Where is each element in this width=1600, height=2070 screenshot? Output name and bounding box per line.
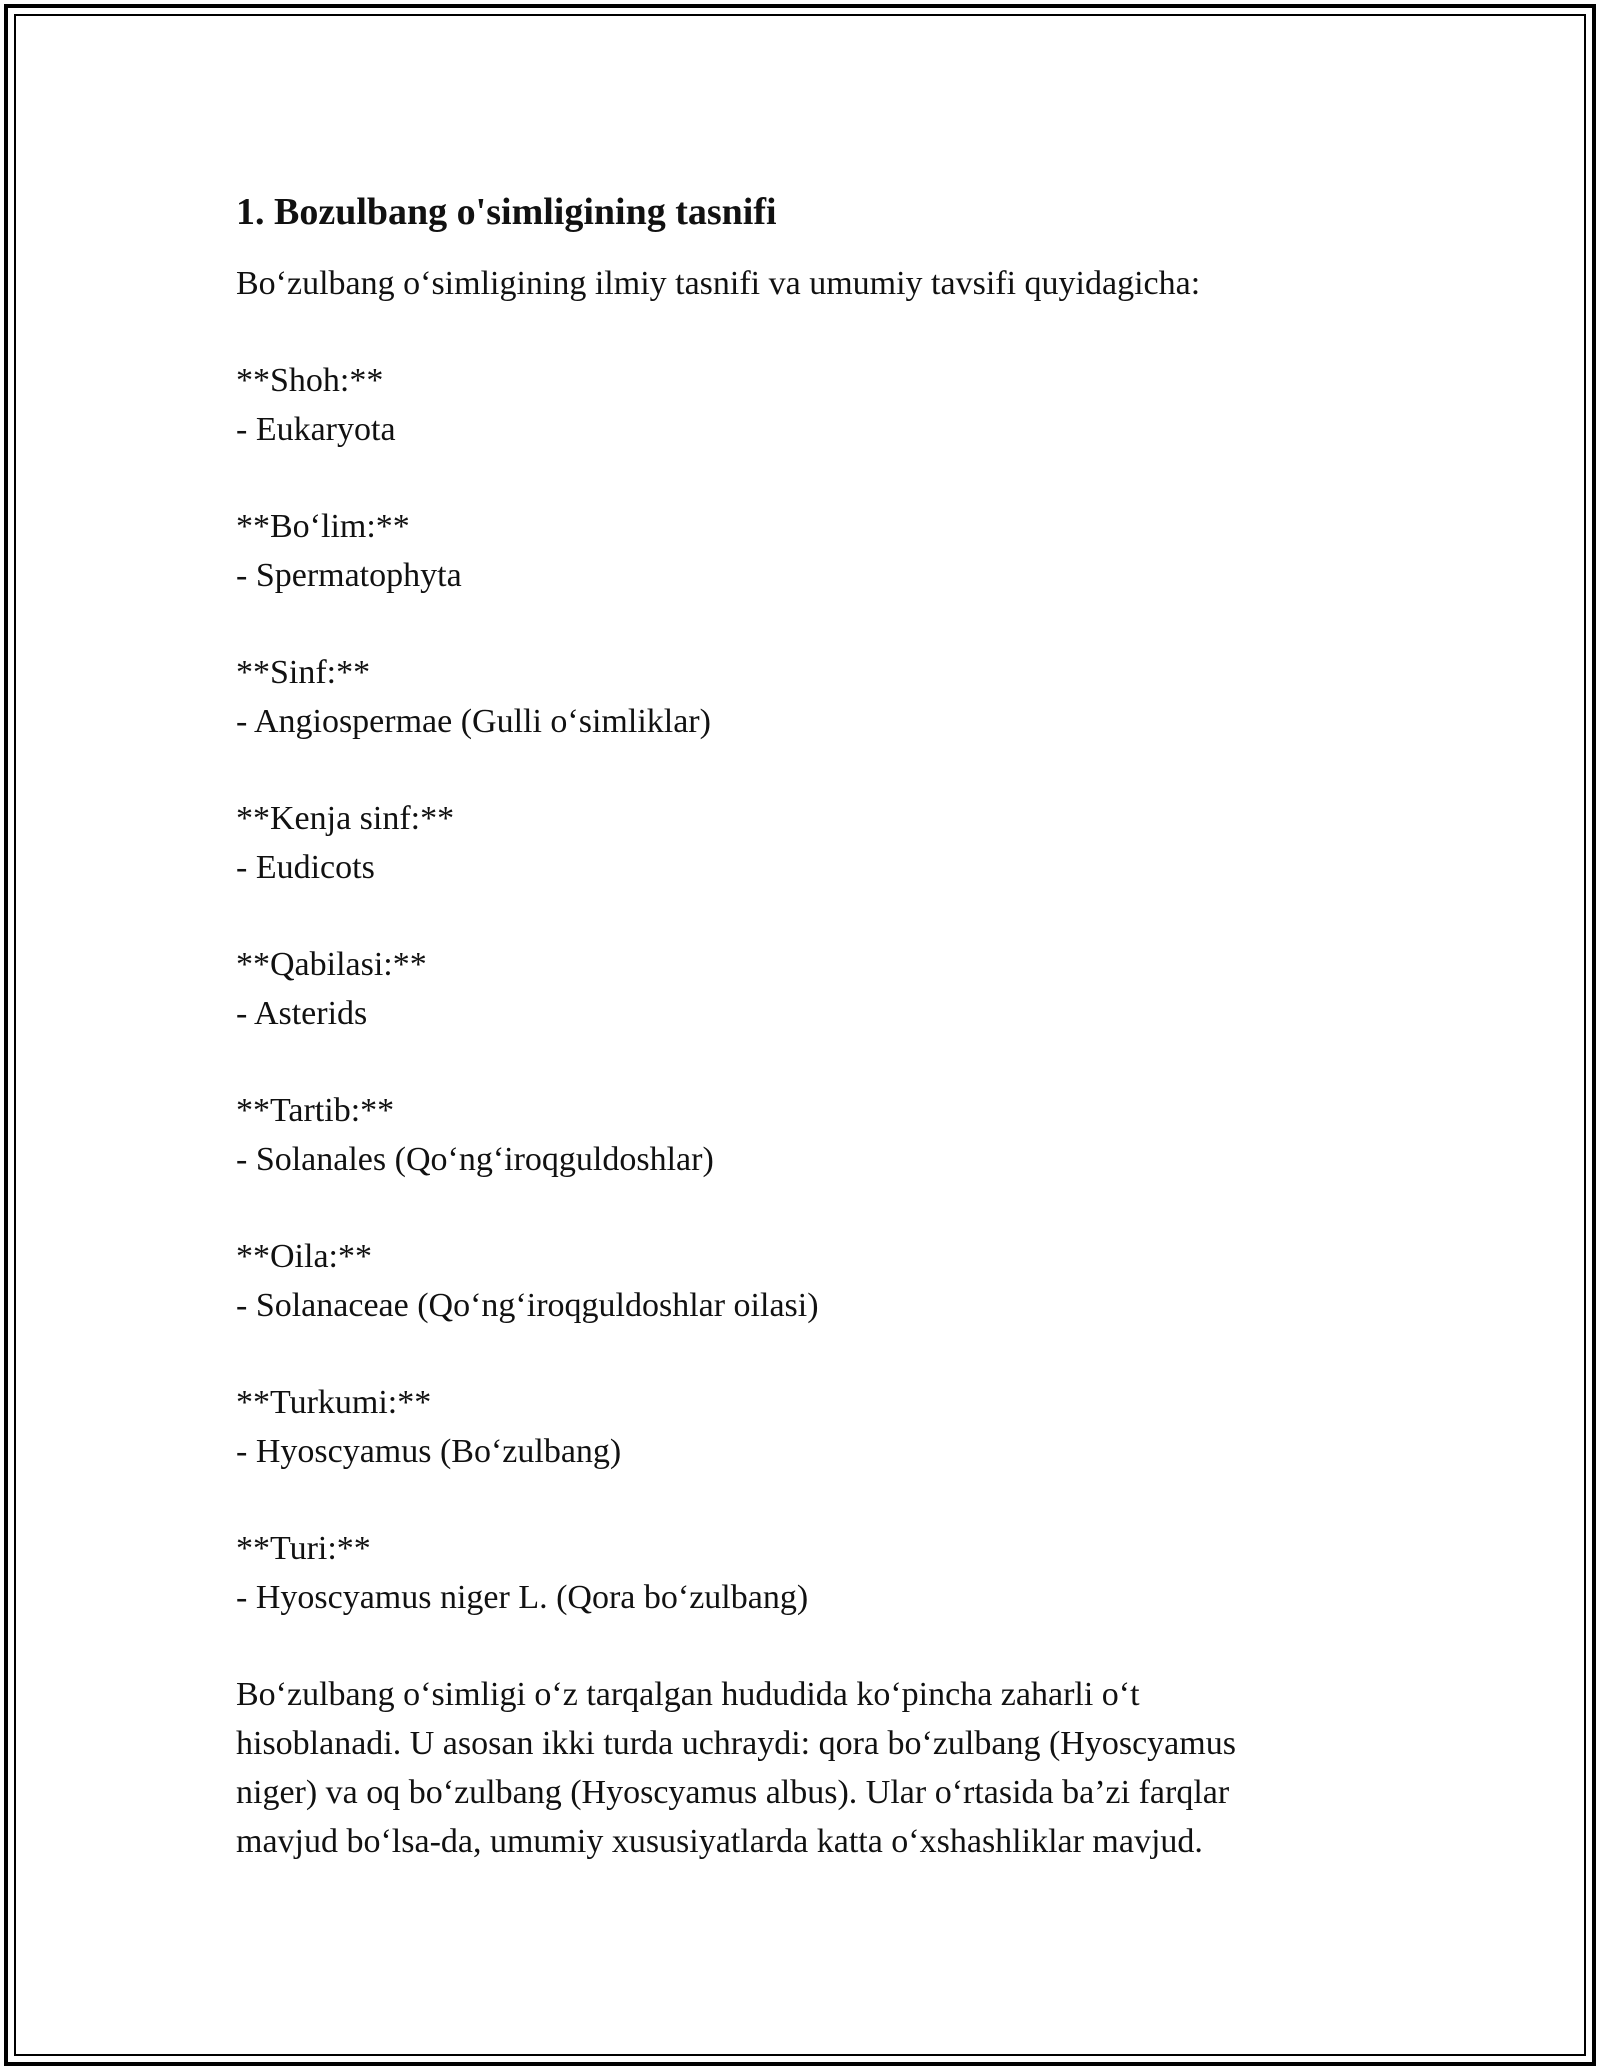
classification-label: **Turi:** bbox=[236, 1530, 371, 1567]
classification-value: - Eukaryota bbox=[236, 411, 396, 448]
classification-entry-species bbox=[236, 1524, 1366, 1622]
classification-value: - Angiospermae (Gulli o‘simliklar) bbox=[236, 703, 711, 740]
classification-entry-subclass bbox=[236, 794, 1366, 892]
classification-value: - Spermatophyta bbox=[236, 557, 462, 594]
classification-label: **Turkumi:** bbox=[236, 1384, 432, 1421]
classification-value: - Eudicots bbox=[236, 849, 375, 886]
classification-label: **Kenja sinf:** bbox=[236, 800, 455, 837]
intro-paragraph: Bo‘zulbang o‘simligining ilmiy tasnifi va umumiy tavsifi quyidagicha: bbox=[236, 265, 1201, 302]
classification-value: - Solanales (Qo‘ng‘iroqguldoshlar) bbox=[236, 1141, 714, 1178]
classification-entry-family bbox=[236, 1232, 1366, 1330]
classification-entry-order bbox=[236, 1086, 1366, 1184]
classification-entry-clade bbox=[236, 940, 1366, 1038]
classification-entry-class bbox=[236, 648, 1366, 746]
classification-entry-genus bbox=[236, 1378, 1366, 1476]
classification-label: **Sinf:** bbox=[236, 654, 371, 691]
classification-label: **Oila:** bbox=[236, 1238, 372, 1275]
classification-value: - Solanaceae (Qo‘ng‘iroqguldoshlar oilasi) bbox=[236, 1287, 819, 1324]
closing-paragraph bbox=[236, 1670, 1366, 1866]
closing-line: niger) va oq bo‘zulbang (Hyoscyamus albus). Ular o‘rtasida ba’zi farqlar bbox=[236, 1774, 1230, 1811]
classification-value: - Hyoscyamus (Bo‘zulbang) bbox=[236, 1433, 622, 1470]
classification-entry-kingdom bbox=[236, 356, 1366, 454]
closing-line: Bo‘zulbang o‘simligi o‘z tarqalgan hududida ko‘pincha zaharli o‘t bbox=[236, 1676, 1140, 1713]
closing-line: hisoblanadi. U asosan ikki turda uchraydi: qora bo‘zulbang (Hyoscyamus bbox=[236, 1725, 1236, 1762]
classification-value: - Hyoscyamus niger L. (Qora bo‘zulbang) bbox=[236, 1579, 809, 1616]
closing-line: mavjud bo‘lsa-da, umumiy xususiyatlarda katta o‘xshashliklar mavjud. bbox=[236, 1823, 1203, 1860]
document-heading: 1. Bozulbang o'simligining tasnifi bbox=[236, 191, 777, 233]
classification-label: **Qabilasi:** bbox=[236, 946, 427, 983]
classification-label: **Shoh:** bbox=[236, 362, 384, 399]
classification-entry-division bbox=[236, 502, 1366, 600]
classification-label: **Bo‘lim:** bbox=[236, 508, 410, 545]
document-body bbox=[236, 186, 1366, 1866]
classification-value: - Asterids bbox=[236, 995, 368, 1032]
classification-label: **Tartib:** bbox=[236, 1092, 395, 1129]
